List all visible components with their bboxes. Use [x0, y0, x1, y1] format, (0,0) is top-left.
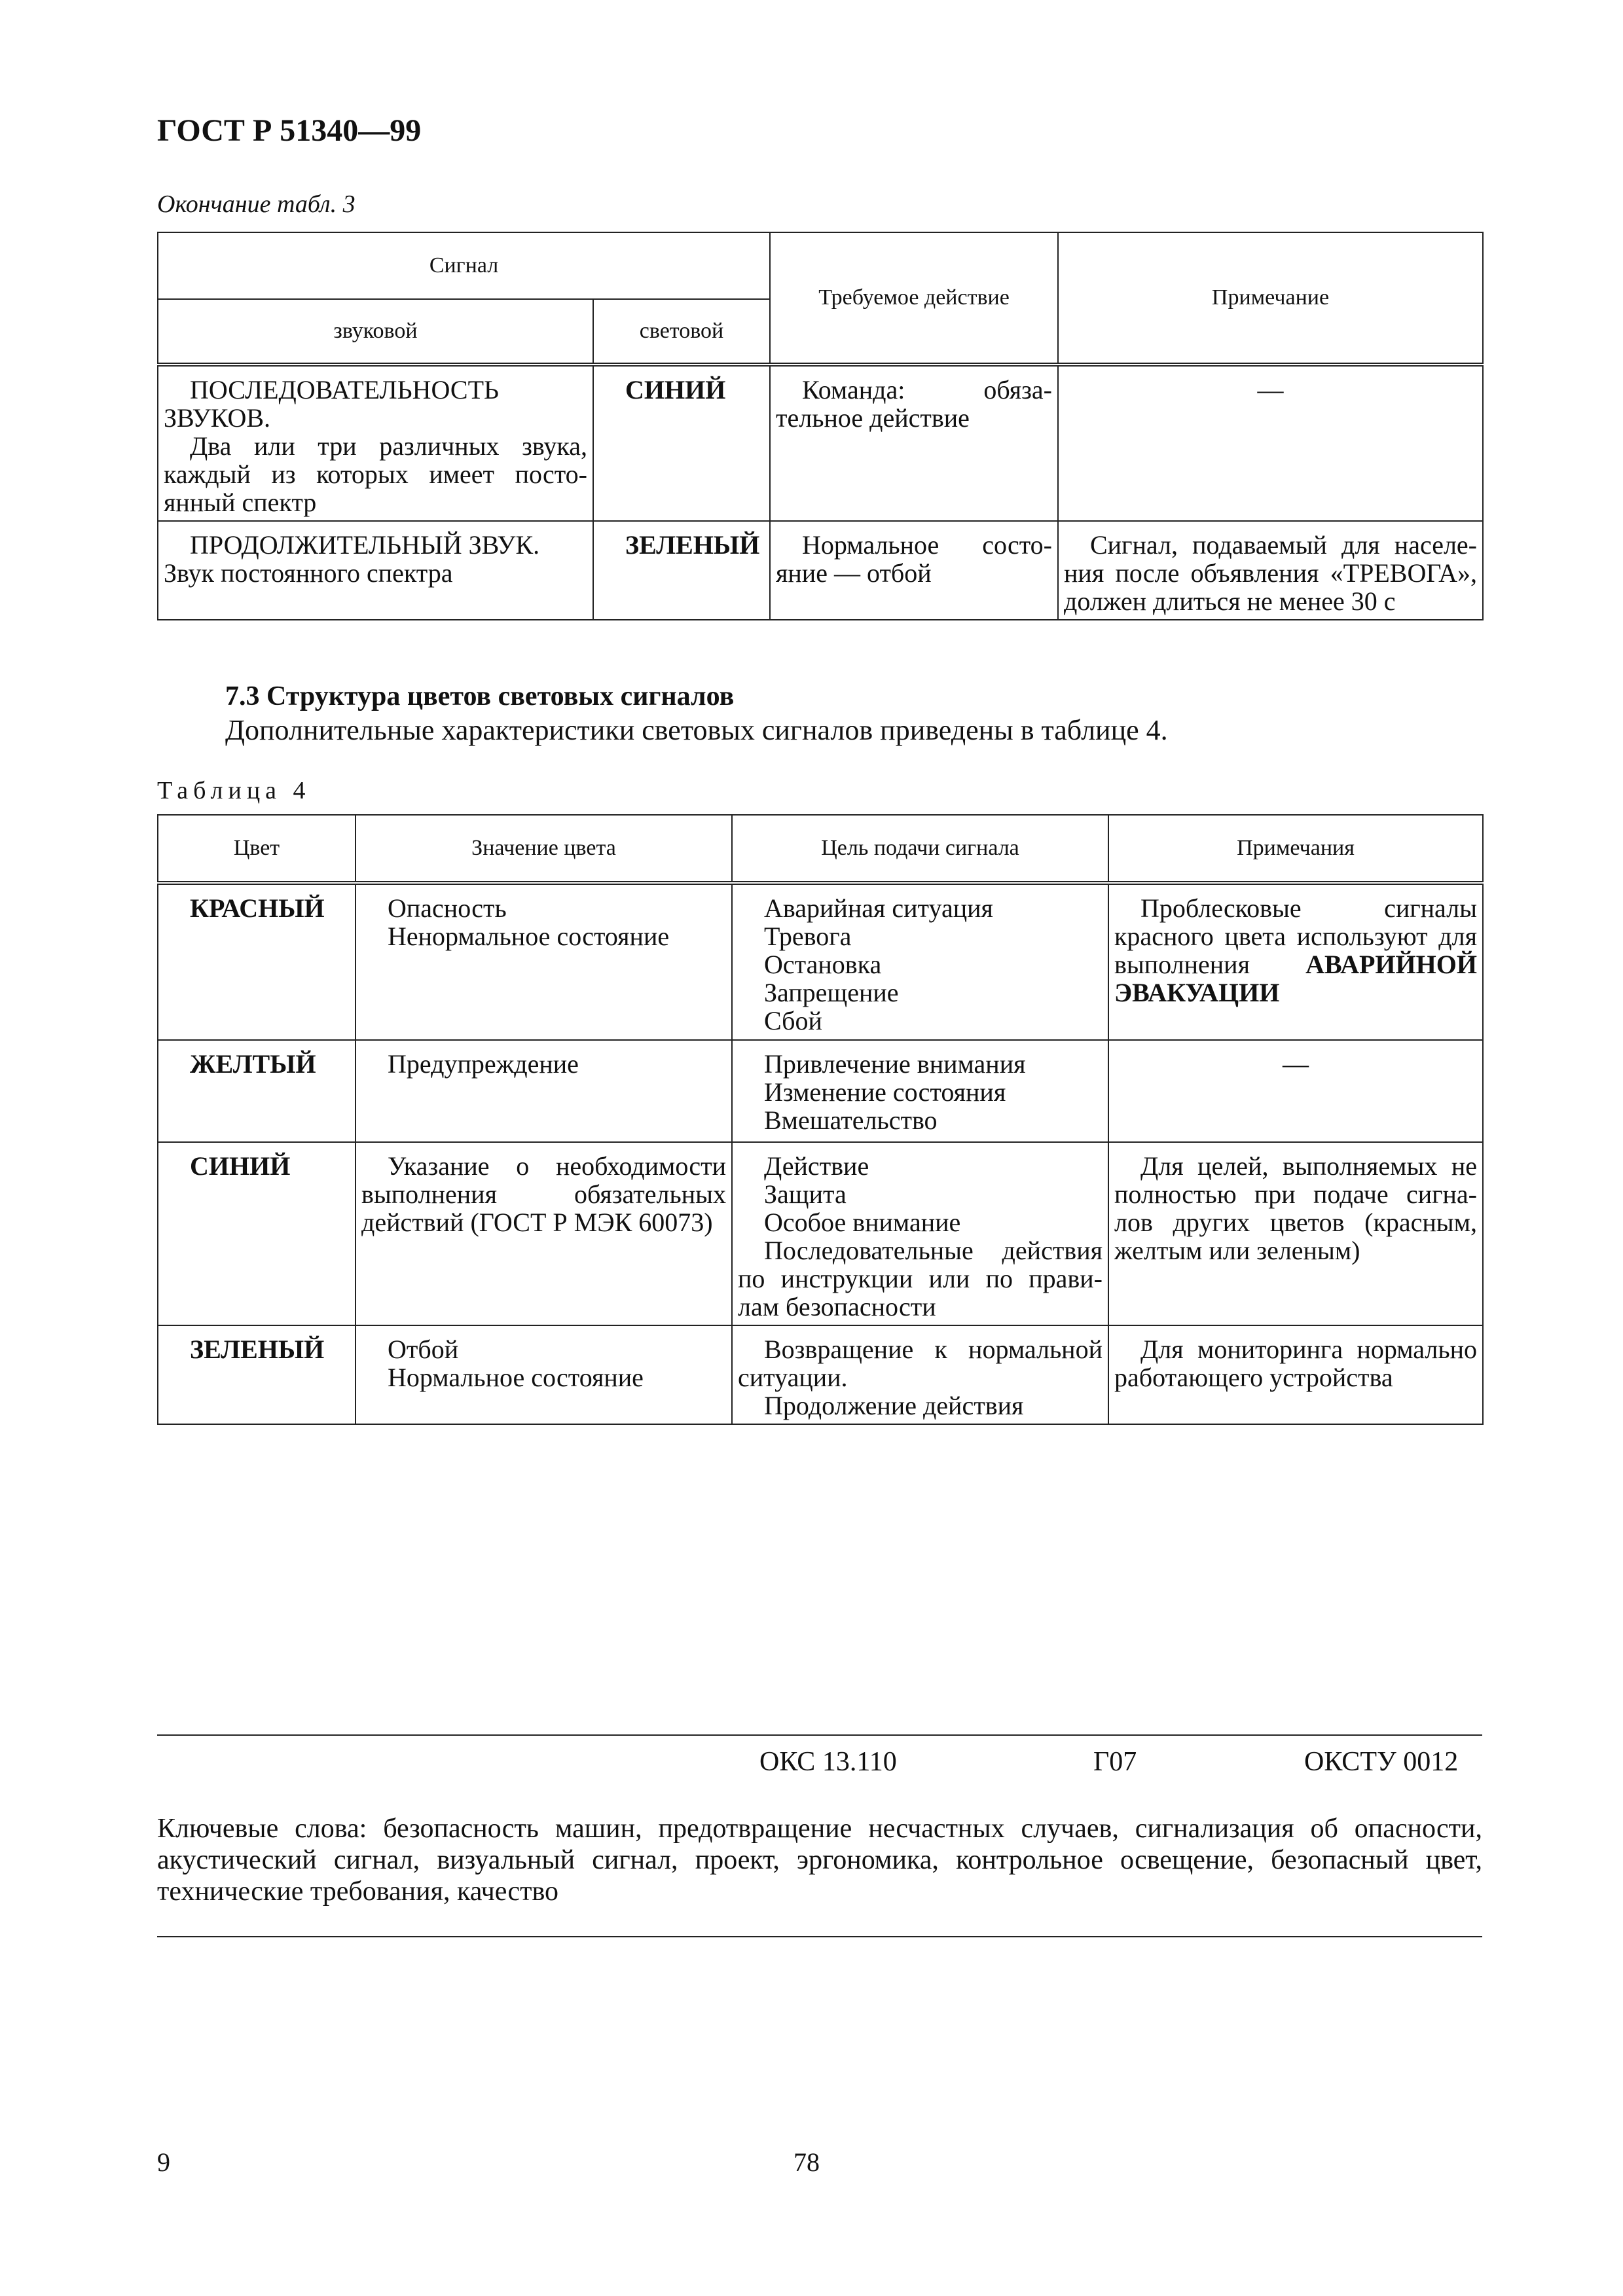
light-color: ЗЕЛЕНЫЙ: [625, 530, 760, 560]
header-notes: Примечания: [1108, 815, 1483, 883]
note-text: Для целей, выполняемых не полностью при подаче сигна-лов других цветов (красным, желтым или зеленым): [1114, 1151, 1477, 1265]
table-cell: [770, 365, 1058, 521]
table-cell: [356, 883, 732, 1040]
sound-desc: Звук постоянного спектра: [164, 558, 453, 588]
header-meaning: Значение цвета: [356, 815, 732, 883]
purpose-line: Особое внимание: [764, 1208, 961, 1237]
note-text: Для мониторинга нормально работающего устройства: [1114, 1335, 1477, 1392]
table-cell: [593, 521, 770, 620]
table-cell: [770, 521, 1058, 620]
table4-caption: Таблица 4: [157, 777, 311, 804]
table3-caption: Окончание табл. 3: [157, 190, 356, 218]
purpose-line: Запрещение: [764, 978, 899, 1007]
meaning-line: Предупреждение: [388, 1049, 579, 1079]
purpose-line: Привлечение внимания: [764, 1049, 1026, 1079]
header-signal: Сигнал: [158, 232, 770, 299]
note-text: Проблесковые сигналы красного цвета используют для выполнения: [1114, 893, 1477, 979]
table-cell: [732, 1325, 1108, 1424]
document-header: ГОСТ Р 51340—99: [157, 113, 422, 148]
purpose-extra: Возвращение к нормальной ситуации.: [738, 1335, 1103, 1392]
okstu-code: ОКСТУ 0012: [1304, 1747, 1459, 1777]
header-note: Примечание: [1058, 232, 1483, 365]
table-cell: [158, 1142, 356, 1325]
section-title: 7.3 Структура цветов световых сигналов: [225, 681, 735, 711]
purpose-line: Тревога: [764, 922, 852, 951]
sound-desc: Два или три различных звука, каждый из которых имеет посто-янный спектр: [164, 431, 587, 517]
header-color: Цвет: [158, 815, 356, 883]
table-4: [157, 814, 1484, 1425]
oks-code: ОКС 13.110: [759, 1747, 897, 1777]
purpose-line: Изменение состояния: [764, 1077, 1006, 1107]
table-cell: [1058, 365, 1483, 521]
note-bold: АВАРИЙНОЙ ЭВАКУАЦИИ: [1114, 950, 1477, 1007]
table-cell: [1108, 1325, 1483, 1424]
required-action: Нормальное состо-яние — отбой: [776, 530, 1052, 588]
light-color: СИНИЙ: [625, 375, 726, 404]
section-text: Дополнительные характеристики световых сигналов приведены в таблице 4.: [225, 714, 1168, 746]
footer-divider-top: [157, 1734, 1482, 1736]
color-name: ЗЕЛЕНЫЙ: [190, 1335, 325, 1364]
page-number-left: 9: [157, 2147, 170, 2177]
purpose-line: Вмешательство: [764, 1105, 938, 1135]
table-cell: [158, 365, 593, 521]
g-code: Г07: [1093, 1747, 1137, 1777]
table-cell: [356, 1142, 732, 1325]
table-cell: [1058, 521, 1483, 620]
table-cell: [1108, 1142, 1483, 1325]
purpose-line: Продолжение действия: [764, 1391, 1024, 1420]
purpose-extra: Последовательные действия по инструкции или по прави-лам безопасности: [738, 1236, 1103, 1321]
table-cell: [158, 1040, 356, 1142]
note-text: —: [1283, 1049, 1309, 1079]
table-cell: [356, 1325, 732, 1424]
page-number-center: 78: [793, 2147, 820, 2177]
purpose-line: Сбой: [764, 1006, 822, 1035]
color-name: ЖЕЛТЫЙ: [190, 1049, 316, 1079]
table-cell: [593, 365, 770, 521]
purpose-line: Защита: [764, 1179, 847, 1209]
table-cell: [1108, 1040, 1483, 1142]
color-name: КРАСНЫЙ: [190, 893, 325, 923]
purpose-line: Аварийная ситуация: [764, 893, 993, 923]
header-light: световой: [593, 299, 770, 365]
table-3: [157, 232, 1484, 620]
footer-divider-bottom: [157, 1936, 1482, 1937]
purpose-line: Действие: [764, 1151, 869, 1181]
keywords: Ключевые слова: безопасность машин, предотвращение несчастных случаев, сигнализация об опасности, акустический сигнал, визуальный сигнал, проект, эргономика, контрольное освещение, безопасный цвет, технические требования, качество: [157, 1814, 1482, 1907]
note: Сигнал, подаваемый для населе-ния после объявления «ТРЕВОГА», должен длиться не менее 30 с: [1064, 530, 1477, 616]
table-cell: [356, 1040, 732, 1142]
table-cell: [732, 1142, 1108, 1325]
meaning-text: Указание о необходимости выполнения обязательных действий (ГОСТ Р МЭК 60073): [361, 1151, 726, 1237]
required-action: Команда: обяза-тельное действие: [776, 375, 1052, 433]
table-cell: [158, 883, 356, 1040]
table-cell: [158, 1325, 356, 1424]
table-cell: [1108, 883, 1483, 1040]
header-sound: звуковой: [158, 299, 593, 365]
sound-title: ПРОДОЛЖИТЕЛЬНЫЙ ЗВУК.: [190, 530, 540, 560]
meaning-line: Отбой: [388, 1335, 459, 1364]
meaning-line: Нормальное состояние: [388, 1363, 644, 1392]
header-action: Требуемое действие: [770, 232, 1058, 365]
table-cell: [158, 521, 593, 620]
purpose-line: Остановка: [764, 950, 882, 979]
note: —: [1257, 375, 1284, 404]
header-purpose: Цель подачи сигнала: [732, 815, 1108, 883]
color-name: СИНИЙ: [190, 1151, 291, 1181]
table-cell: [732, 883, 1108, 1040]
meaning-line: Опасность: [388, 893, 507, 923]
sound-title: ПОСЛЕДОВАТЕЛЬНОСТЬ ЗВУКОВ.: [164, 375, 499, 433]
table-cell: [732, 1040, 1108, 1142]
meaning-line: Ненормальное состояние: [388, 922, 670, 951]
